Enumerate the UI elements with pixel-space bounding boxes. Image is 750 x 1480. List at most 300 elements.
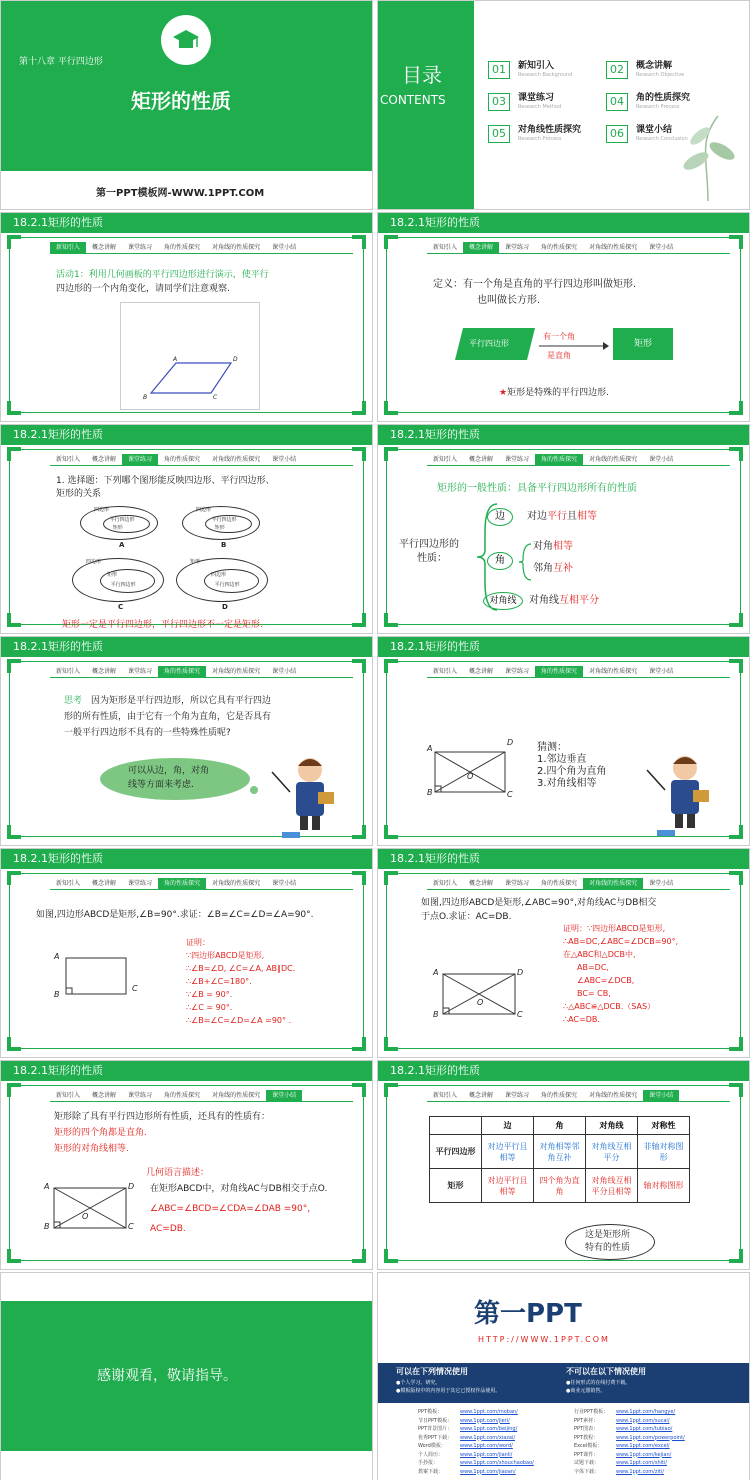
table-cell: 对角线互相平分且相等 bbox=[586, 1169, 638, 1203]
rectangle-figure bbox=[66, 958, 126, 994]
nav-tab[interactable]: 新知引入 bbox=[433, 668, 458, 675]
point-label: A bbox=[54, 952, 60, 961]
toc-label[interactable]: 新知引入 bbox=[518, 61, 555, 71]
rectangle-box: 矩形 bbox=[613, 328, 673, 360]
slide-body bbox=[9, 873, 364, 1049]
nav-tab[interactable]: 课堂练习 bbox=[128, 668, 153, 675]
nav-tab[interactable]: 角的性质探究 bbox=[541, 244, 578, 251]
definition-line-2: 也叫做长方形. bbox=[477, 295, 541, 306]
nav-bar bbox=[427, 1090, 730, 1102]
link-url[interactable]: www.1ppt.com/kejian/ bbox=[616, 1451, 672, 1458]
euler-inner-label: 矩形 bbox=[214, 524, 225, 531]
corner-bracket bbox=[7, 1037, 21, 1051]
corner-bracket bbox=[729, 401, 743, 415]
slide-body bbox=[9, 661, 364, 837]
point-label: C bbox=[128, 1222, 134, 1231]
table-header: 对角线 bbox=[586, 1117, 638, 1135]
euler-middle-label: 四边形 bbox=[210, 572, 226, 579]
nav-tab[interactable]: 角的性质探究 bbox=[164, 456, 201, 463]
answer-note: 矩形一定是平行四边形，平行四边形不一定是矩形. bbox=[62, 620, 263, 630]
slide-body bbox=[9, 1085, 364, 1261]
cloud-dot bbox=[250, 786, 258, 794]
link-label: PPT图表： bbox=[574, 1426, 599, 1432]
corner-bracket bbox=[352, 447, 366, 461]
point-label: C bbox=[213, 394, 218, 401]
star-icon: ★ bbox=[499, 388, 508, 398]
guess-1: 1.邻边垂直 bbox=[537, 754, 587, 765]
link-label: PPT课件： bbox=[574, 1451, 599, 1458]
point-label: C bbox=[507, 790, 513, 799]
corner-bracket bbox=[729, 871, 743, 885]
point-label: O bbox=[467, 772, 474, 781]
point-label: D bbox=[233, 356, 238, 363]
point-label: A bbox=[44, 1182, 50, 1191]
corner-bracket bbox=[729, 1249, 743, 1263]
link-label: Word模板： bbox=[418, 1443, 446, 1449]
left-label-1: 平行四边形的 bbox=[399, 539, 459, 550]
thanks-text: 感谢观看，敬请指导。 bbox=[97, 1368, 237, 1384]
nav-tab[interactable]: 课堂小结 bbox=[266, 1090, 302, 1101]
proof-line: ∴AC=DB. bbox=[563, 1015, 600, 1024]
slide-1ppt-ad bbox=[377, 1272, 750, 1480]
table-header: 角 bbox=[534, 1117, 586, 1135]
point-label: O bbox=[477, 998, 484, 1007]
corner-bracket bbox=[384, 1083, 398, 1097]
slide-body bbox=[386, 1085, 741, 1261]
link-url[interactable]: www.1ppt.com/xiazai/ bbox=[460, 1434, 516, 1441]
corner-bracket bbox=[352, 1037, 366, 1051]
slide-guess bbox=[377, 636, 750, 846]
cloud-line-1: 这是矩形所 bbox=[585, 1230, 631, 1240]
link-label: 个人简历： bbox=[418, 1451, 444, 1458]
nav-tab[interactable]: 概念讲解 bbox=[92, 880, 117, 887]
link-label: Excel模板： bbox=[574, 1443, 603, 1449]
link-label: PPT模板： bbox=[418, 1409, 443, 1415]
euler-inner-label: 平行四边形 bbox=[214, 582, 240, 589]
proof-line: AB=DC, bbox=[577, 963, 609, 972]
option-letter[interactable]: C bbox=[118, 603, 124, 611]
toc-label[interactable]: 角的性质探究 bbox=[636, 93, 691, 103]
angle-property-1: 对角相等 bbox=[533, 541, 573, 552]
link-label: 教案下载： bbox=[418, 1468, 444, 1475]
nav-bar bbox=[427, 878, 730, 890]
nav-tab[interactable]: 新知引入 bbox=[56, 880, 81, 887]
nav-tab[interactable]: 对角线的性质探究 bbox=[583, 878, 643, 889]
angle-tag: 角 bbox=[487, 552, 513, 570]
table-cell: 非轴对称图形 bbox=[638, 1135, 690, 1169]
nav-tab[interactable]: 新知引入 bbox=[433, 456, 458, 463]
point-label: A bbox=[427, 744, 433, 753]
nav-tab[interactable]: 概念讲解 bbox=[469, 668, 494, 675]
guess-title: 猜测： bbox=[537, 742, 567, 753]
toc-number[interactable]: 05 bbox=[488, 125, 510, 143]
link-label: PPT素材： bbox=[574, 1417, 599, 1424]
point-label: D bbox=[507, 738, 514, 747]
point-label: B bbox=[427, 788, 433, 797]
table-cell: 四个角为直角 bbox=[534, 1169, 586, 1203]
proof-line: ∴∠B=∠D, ∠C=∠A, AB∥DC. bbox=[186, 964, 296, 973]
nav-tab[interactable]: 角的性质探究 bbox=[541, 880, 578, 887]
definition-line-1: 定义：有一个角是直角的平行四边形叫做矩形. bbox=[433, 279, 637, 290]
link-url[interactable]: www.1ppt.com/beijing/ bbox=[460, 1426, 518, 1432]
think-line-2: 形的所有性质，由于它有一个角为直角，它是否具有 bbox=[64, 712, 272, 722]
link-url[interactable]: www.1ppt.com/jianli/ bbox=[460, 1451, 513, 1458]
section-header: 18.2.1矩形的性质 bbox=[378, 1061, 749, 1081]
cloud-line-2: 特有的性质 bbox=[585, 1243, 631, 1253]
cannot-use-2: ●商业元器销售。 bbox=[566, 1388, 606, 1394]
link-url[interactable]: www.1ppt.com/jiaoan/ bbox=[460, 1468, 516, 1475]
slide-diagonal-proof bbox=[377, 848, 750, 1058]
corner-bracket bbox=[384, 613, 398, 627]
table-cell: 轴对称图形 bbox=[638, 1169, 690, 1203]
proof-line: ∴∠C = 90°. bbox=[186, 1003, 233, 1012]
nav-tab[interactable]: 新知引入 bbox=[50, 242, 86, 253]
nav-tab[interactable]: 课堂练习 bbox=[128, 1092, 153, 1099]
euler-middle-label: 平行四边形 bbox=[211, 516, 237, 523]
proof-line: ∴AB=DC,∠ABC=∠DCB=90°, bbox=[563, 937, 679, 946]
table-header: 边 bbox=[482, 1117, 534, 1135]
nav-tab[interactable]: 课堂小结 bbox=[272, 456, 297, 463]
side-property: 对边平行且相等 bbox=[527, 511, 597, 522]
corner-bracket bbox=[352, 401, 366, 415]
link-url[interactable]: www.1ppt.com/excel/ bbox=[616, 1443, 670, 1449]
geo-line-2: ∠ABC=∠BCD=∠CDA=∠DAB =90°， bbox=[150, 1204, 317, 1214]
nav-tab[interactable]: 课堂小结 bbox=[649, 668, 674, 675]
corner-bracket bbox=[352, 659, 366, 673]
toc-label[interactable]: 课堂练习 bbox=[518, 93, 555, 103]
link-url[interactable]: www.1ppt.com/ziti/ bbox=[616, 1468, 664, 1475]
toc-sublabel: Research Conclusion bbox=[636, 136, 688, 142]
contents-title-en: CONTENTS bbox=[380, 93, 446, 107]
section-header: 18.2.1矩形的性质 bbox=[378, 425, 749, 445]
nav-tab[interactable]: 课堂练习 bbox=[505, 880, 530, 887]
nav-tab[interactable]: 课堂练习 bbox=[128, 880, 153, 887]
nav-tab[interactable]: 课堂练习 bbox=[128, 244, 153, 251]
nav-tab[interactable]: 对角线的性质探究 bbox=[212, 880, 261, 887]
slide-exercise bbox=[0, 424, 373, 634]
nav-tab[interactable]: 概念讲解 bbox=[469, 1092, 494, 1099]
nav-tab[interactable]: 新知引入 bbox=[433, 244, 458, 251]
table-cell: 对角相等邻角互补 bbox=[534, 1135, 586, 1169]
nav-tab[interactable]: 新知引入 bbox=[433, 880, 458, 887]
toc-number[interactable]: 04 bbox=[606, 93, 628, 111]
corner-bracket bbox=[384, 235, 398, 249]
point-label: B bbox=[54, 990, 60, 999]
nav-tab[interactable]: 新知引入 bbox=[56, 1092, 81, 1099]
slide-angle-proof bbox=[0, 848, 373, 1058]
point-label: D bbox=[128, 1182, 135, 1191]
nav-tab[interactable]: 角的性质探究 bbox=[158, 878, 206, 889]
corner-bracket bbox=[352, 1083, 366, 1097]
think-line-3: 一般平行四边形不具有的一些特殊性质呢? bbox=[64, 728, 231, 738]
point-label: B bbox=[44, 1222, 50, 1231]
toc-number[interactable]: 03 bbox=[488, 93, 510, 111]
nav-tab[interactable]: 角的性质探究 bbox=[164, 244, 201, 251]
nav-bar bbox=[427, 666, 730, 678]
nav-tab[interactable]: 角的性质探究 bbox=[164, 1092, 201, 1099]
can-use-2: ●模板版权中的内容用于其它已授权作品使用。 bbox=[396, 1388, 501, 1394]
right-arrow-icon bbox=[539, 342, 609, 350]
cloud-line-2: 线等方面来考虑. bbox=[128, 780, 194, 790]
toc-label[interactable]: 课堂小结 bbox=[636, 125, 673, 135]
proof-line: 证明： bbox=[186, 938, 210, 947]
nav-tab[interactable]: 课堂练习 bbox=[505, 1092, 530, 1099]
nav-tab[interactable]: 概念讲解 bbox=[463, 242, 499, 253]
leaf-decoration-icon bbox=[678, 111, 738, 201]
teacher-illustration bbox=[655, 750, 715, 830]
arrow-label-top: 有一个角 bbox=[543, 332, 575, 341]
corner-bracket bbox=[352, 235, 366, 249]
option-letter[interactable]: B bbox=[221, 541, 227, 549]
nav-tab[interactable]: 角的性质探究 bbox=[541, 1092, 578, 1099]
corner-bracket bbox=[7, 401, 21, 415]
proof-line: ∴∠B=∠C=∠D=∠A =90° . bbox=[186, 1016, 292, 1025]
cloud-line-1: 可以从边，角，对角 bbox=[128, 766, 210, 776]
brand-url[interactable]: HTTP://WWW.1PPT.COM bbox=[478, 1335, 610, 1344]
nav-tab[interactable]: 概念讲解 bbox=[92, 456, 117, 463]
link-url[interactable]: www.1ppt.com/sucai/ bbox=[616, 1417, 670, 1424]
nav-tab[interactable]: 课堂练习 bbox=[122, 454, 158, 465]
geometry-canvas bbox=[120, 302, 260, 410]
link-url[interactable]: www.1ppt.com/moban/ bbox=[460, 1409, 518, 1415]
link-label: PPT背景图片： bbox=[418, 1426, 453, 1432]
nav-tab[interactable]: 概念讲解 bbox=[92, 1092, 117, 1099]
nav-tab[interactable]: 课堂小结 bbox=[643, 1090, 679, 1101]
link-url[interactable]: www.1ppt.com/tubiao/ bbox=[616, 1426, 673, 1432]
geo-line-1: 在矩形ABCD中，对角线AC与DB相交于点O. bbox=[150, 1184, 328, 1194]
slide-contents bbox=[377, 0, 750, 210]
option-letter[interactable]: A bbox=[119, 541, 125, 549]
proof-line: ∠ABC=∠DCB, bbox=[577, 976, 635, 985]
summary-line-3: 矩形的对角线相等. bbox=[54, 1144, 129, 1154]
toc-number[interactable]: 02 bbox=[606, 61, 628, 79]
point-label: A bbox=[433, 968, 439, 977]
summary-line-2: 矩形的四个角都是直角. bbox=[54, 1128, 147, 1138]
section-header: 18.2.1矩形的性质 bbox=[378, 637, 749, 657]
geo-heading: 几何语言描述： bbox=[146, 1168, 210, 1178]
slide-comparison bbox=[377, 1060, 750, 1270]
nav-tab[interactable]: 概念讲解 bbox=[92, 668, 117, 675]
corner-bracket bbox=[729, 447, 743, 461]
nav-tab[interactable]: 概念讲解 bbox=[92, 244, 117, 251]
nav-tab[interactable]: 课堂小结 bbox=[272, 668, 297, 675]
nav-tab[interactable]: 概念讲解 bbox=[469, 880, 494, 887]
corner-bracket bbox=[384, 659, 398, 673]
table-cell: 平行四边形 bbox=[430, 1135, 482, 1169]
cannot-use-1: ●任何形式的在线付费下载。 bbox=[566, 1380, 631, 1386]
proof-line: ∴∠B+∠C=180°. bbox=[186, 977, 252, 986]
slide-body bbox=[386, 661, 741, 837]
chapter-label: 第十八章 平行四边形 bbox=[19, 57, 103, 67]
slide-summary bbox=[0, 1060, 373, 1270]
slide-properties bbox=[377, 424, 750, 634]
toc-label[interactable]: 概念讲解 bbox=[636, 61, 673, 71]
think-line-1: 思考 因为矩形是平行四边形，所以它具有平行四边 bbox=[64, 696, 272, 706]
nav-bar bbox=[50, 242, 353, 254]
link-url[interactable]: www.1ppt.com/word/ bbox=[460, 1443, 513, 1449]
corner-bracket bbox=[729, 1083, 743, 1097]
slide-thanks bbox=[0, 1272, 373, 1480]
point-label: C bbox=[132, 984, 138, 993]
corner-bracket bbox=[352, 1249, 366, 1263]
problem-line-2: 于点O.求证：AC=DB. bbox=[421, 912, 512, 922]
section-header: 18.2.1矩形的性质 bbox=[378, 849, 749, 869]
point-label: B bbox=[433, 1010, 439, 1019]
activity-line-1: 活动1：利用几何画板的平行四边形进行演示，使平行 bbox=[56, 270, 269, 280]
corner-bracket bbox=[352, 613, 366, 627]
point-label: B bbox=[143, 394, 148, 401]
slide-activity bbox=[0, 212, 373, 422]
toc-sublabel: Research Process bbox=[518, 136, 562, 142]
link-label: 试题下载： bbox=[574, 1460, 600, 1466]
nav-tab[interactable]: 课堂练习 bbox=[505, 456, 530, 463]
activity-line-2: 四边形的一个内角变化，请同学们注意观察. bbox=[56, 284, 230, 294]
accent-bar bbox=[657, 830, 675, 836]
corner-bracket bbox=[729, 613, 743, 627]
corner-bracket bbox=[729, 825, 743, 839]
nav-bar bbox=[50, 454, 353, 466]
proof-block bbox=[186, 936, 295, 1027]
link-url[interactable]: www.1ppt.com/jieri/ bbox=[460, 1417, 510, 1424]
nav-tab[interactable]: 角的性质探究 bbox=[535, 454, 583, 465]
nav-tab[interactable]: 对角线的性质探究 bbox=[212, 244, 261, 251]
section-header: 18.2.1矩形的性质 bbox=[1, 849, 372, 869]
link-url[interactable]: www.1ppt.com/hangye/ bbox=[616, 1409, 676, 1415]
corner-bracket bbox=[384, 1037, 398, 1051]
nav-tab[interactable]: 课堂练习 bbox=[505, 244, 530, 251]
link-label: 手抄报： bbox=[418, 1460, 439, 1466]
side-tag: 边 bbox=[487, 508, 513, 526]
toc-sublabel: Research Objective bbox=[636, 72, 685, 78]
slide-think bbox=[0, 636, 373, 846]
nav-tab[interactable]: 新知引入 bbox=[56, 668, 81, 675]
proof-line: BC= CB, bbox=[577, 989, 611, 998]
summary-line-1: 矩形除了具有平行四边形所有性质，还具有的性质有： bbox=[54, 1112, 271, 1122]
euler-outer-label: 四边形 bbox=[86, 559, 102, 565]
corner-bracket bbox=[7, 825, 21, 839]
nav-tab[interactable]: 课堂小结 bbox=[649, 244, 674, 251]
toc-number[interactable]: 06 bbox=[606, 125, 628, 143]
proof-line: 在△ABC和△DCB中, bbox=[563, 950, 636, 959]
nav-tab[interactable]: 对角线的性质探究 bbox=[589, 244, 638, 251]
corner-bracket bbox=[729, 1037, 743, 1051]
toc-sublabel: Research Method bbox=[518, 104, 562, 110]
euler-middle-label: 平行四边形 bbox=[109, 516, 135, 523]
nav-tab[interactable]: 对角线的性质探究 bbox=[212, 456, 261, 463]
point-label: A bbox=[173, 356, 178, 363]
link-label: PPT教程： bbox=[574, 1434, 599, 1441]
comparison-table bbox=[429, 1116, 690, 1203]
parallelogram-box-label: 平行四边形 bbox=[469, 339, 509, 348]
table-cell: 矩形 bbox=[430, 1169, 482, 1203]
link-url[interactable]: www.1ppt.com/powerpoint/ bbox=[616, 1434, 685, 1441]
nav-tab[interactable]: 新知引入 bbox=[56, 456, 81, 463]
nav-tab[interactable]: 新知引入 bbox=[433, 1092, 458, 1099]
table-cell: 对边平行且相等 bbox=[482, 1169, 534, 1203]
option-letter[interactable]: D bbox=[222, 603, 228, 611]
slide-body bbox=[386, 449, 741, 625]
slide-definition bbox=[377, 212, 750, 422]
small-brace-icon bbox=[519, 542, 533, 582]
slide-body bbox=[9, 449, 364, 630]
toc-label[interactable]: 对角线性质探究 bbox=[518, 125, 582, 135]
left-label-2: 性质： bbox=[417, 553, 447, 564]
euler-outer-label: 矩形 bbox=[190, 559, 201, 565]
section-header: 18.2.1矩形的性质 bbox=[1, 425, 372, 445]
proof-line: ∵∠B = 90°. bbox=[186, 990, 233, 999]
corner-bracket bbox=[384, 401, 398, 415]
corner-bracket bbox=[384, 447, 398, 461]
brand-logo: 第一PPT bbox=[474, 1299, 582, 1329]
corner-bracket bbox=[384, 1249, 398, 1263]
nav-tab[interactable]: 对角线的性质探究 bbox=[589, 456, 638, 463]
nav-tab[interactable]: 角的性质探究 bbox=[535, 666, 583, 677]
nav-bar bbox=[427, 242, 730, 254]
can-use-heading: 可以在下列情况使用 bbox=[396, 1367, 468, 1376]
geo-line-3: AC=DB. bbox=[150, 1224, 186, 1234]
nav-tab[interactable]: 对角线的性质探究 bbox=[589, 668, 638, 675]
contents-title: 目录 bbox=[402, 63, 442, 87]
point-label: O bbox=[82, 1212, 89, 1221]
diagonal-tag: 对角线 bbox=[483, 592, 523, 610]
proof-block bbox=[563, 922, 678, 1026]
table-cell: 对边平行且相等 bbox=[482, 1135, 534, 1169]
nav-tab[interactable]: 对角线的性质探究 bbox=[212, 668, 261, 675]
section-header: 18.2.1矩形的性质 bbox=[1, 637, 372, 657]
link-url[interactable]: www.1ppt.com/shiti/ bbox=[616, 1460, 668, 1466]
corner-bracket bbox=[7, 613, 21, 627]
corner-bracket bbox=[7, 447, 21, 461]
corner-bracket bbox=[352, 871, 366, 885]
corner-bracket bbox=[7, 1249, 21, 1263]
point-label: D bbox=[517, 968, 524, 977]
question-line-2: 矩形的关系 bbox=[56, 489, 102, 499]
nav-tab[interactable]: 课堂小结 bbox=[649, 456, 674, 463]
corner-bracket bbox=[384, 871, 398, 885]
nav-tab[interactable]: 课堂小结 bbox=[272, 244, 297, 251]
link-label: 行业PPT模板： bbox=[574, 1409, 609, 1415]
footer-text: 第一PPT模板网-WWW.1PPT.COM bbox=[96, 188, 265, 199]
nav-tab[interactable]: 课堂练习 bbox=[505, 668, 530, 675]
corner-bracket bbox=[7, 235, 21, 249]
toc-number[interactable]: 01 bbox=[488, 61, 510, 79]
special-note: ★矩形是特殊的平行四边形. bbox=[499, 388, 609, 398]
euler-outer-label: 四边形 bbox=[94, 507, 110, 513]
corner-bracket bbox=[729, 235, 743, 249]
nav-tab[interactable]: 概念讲解 bbox=[469, 456, 494, 463]
proof-line: ∴△ABC≌△DCB.（SAS） bbox=[563, 1002, 656, 1011]
corner-bracket bbox=[729, 659, 743, 673]
section-header: 18.2.1矩形的性质 bbox=[1, 1061, 372, 1081]
section-header: 18.2.1矩形的性质 bbox=[378, 213, 749, 233]
nav-tab[interactable]: 角的性质探究 bbox=[158, 666, 206, 677]
arrow-label-bottom: 是直角 bbox=[547, 351, 571, 360]
nav-tab[interactable]: 对角线的性质探究 bbox=[589, 1092, 638, 1099]
slide-body bbox=[9, 237, 364, 413]
nav-tab[interactable]: 对角线的性质探究 bbox=[212, 1092, 261, 1099]
nav-bar bbox=[50, 878, 353, 890]
euler-inner-label: 平行四边形 bbox=[110, 582, 136, 589]
link-url[interactable]: www.1ppt.com/shouchaobao/ bbox=[460, 1460, 534, 1466]
nav-tab[interactable]: 课堂小结 bbox=[649, 880, 674, 887]
nav-tab[interactable]: 课堂小结 bbox=[272, 880, 297, 887]
slide-body bbox=[386, 237, 741, 413]
slide-title bbox=[0, 0, 373, 210]
corner-bracket bbox=[7, 659, 21, 673]
table-cell: 对角线互相平分 bbox=[586, 1135, 638, 1169]
general-property: 矩形的一般性质：具备平行四边形所有的性质 bbox=[437, 483, 637, 494]
slide-body bbox=[386, 873, 741, 1049]
